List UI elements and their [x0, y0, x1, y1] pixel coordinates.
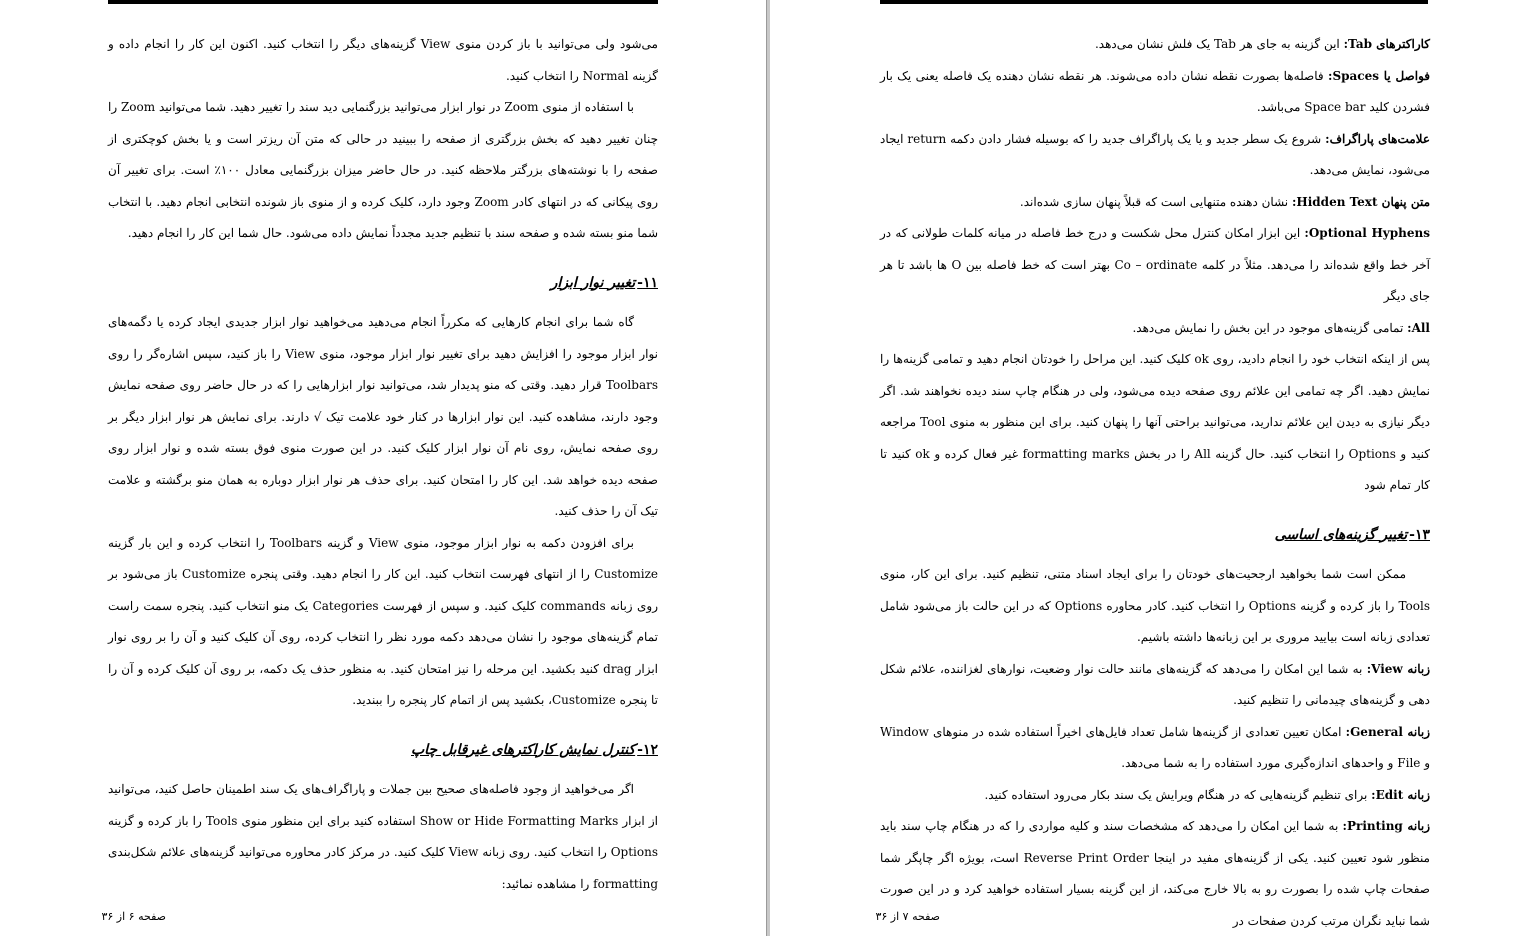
definition-item — [880, 717, 1430, 780]
page-number-footer: صفحه ۷ از ۳۶ — [875, 910, 940, 923]
paragraph: می‌شود ولی می‌توانید با باز کردن منوی View گزینه‌های دیگر را انتخاب کنید. اکنون این کار را انجام داده و گزینه Normal را انتخاب کنید. — [108, 37, 658, 83]
definition-item — [880, 654, 1430, 717]
definition-text: فاصله‌ها بصورت نقطه نشان داده می‌شوند. هر نقطه نشان دهنده یک فاصله یعنی یک بار فشردن کلید Space bar می‌باشد. — [880, 68, 1430, 114]
definition-text: امکان تعیین تعدادی از گزینه‌ها شامل تعداد فایل‌های اخیراً استفاده شده در منوهای Window و File و واحدهای اندازه‌گیری مورد استفاده را به شما می‌دهد. — [880, 724, 1430, 770]
definition-item — [880, 218, 1430, 313]
definition-item — [880, 124, 1430, 187]
paragraph: پس از اینکه انتخاب خود را انجام دادید، روی ok کلیک کنید. این مراحل را خودتان انجام دهید و تمامی گزینه‌ها را نمایش دهید. اگر چه تمامی این علائم روی صفحه دیده می‌شود، ولی در هنگام چاپ سند دیده نخواهند شد. اگر دیگر نیازی به دیدن این علائم ندارید، می‌توانید براحتی آنها را پنهان کنید. برای این منظور به منوی Tool مراجعه کنید و Options را انتخاب کنید. حال گزینه All را در بخش formatting marks غیر فعال کرده و ok کنید تا کار تمام شود — [880, 352, 1430, 492]
definition-label: کاراکترهای Tab: — [1343, 37, 1430, 51]
definition-item — [880, 187, 1430, 219]
paragraph: اگر می‌خواهید از وجود فاصله‌های صحیح بین جملات و پاراگراف‌های یک سند اطمینان حاصل کنید، می‌توانید از ابزار Show or Hide Formatting Marks استفاده کنید برای این منظور منوی Tools را باز کرده و گزینه Options را انتخاب کنید. روی زبانه View کلیک کنید. در مرکز کادر محاوره می‌توانید گزینه‌های علائم شکل‌بندی formatting را مشاهده نمائید: — [108, 782, 659, 891]
definition-label: زبانه General: — [1345, 724, 1430, 739]
paragraph: ممکن است شما بخواهید ارجحیت‌های خودتان را برای ایجاد اسناد متنی، تنظیم کنید. برای این کار، منوی Tools را باز کرده و گزینه Options را انتخاب کنید. کادر محاوره Options که در این حالت باز می‌شود شامل تعدادی زبانه است بیایید مروری بر این زبانه‌ها داشته باشیم. — [880, 567, 1430, 644]
definition-item — [880, 61, 1430, 124]
definition-label: علامت‌های پاراگراف: — [1325, 131, 1431, 146]
section-heading — [108, 735, 658, 767]
definition-label: زبانه Edit: — [1371, 787, 1430, 802]
section-number: ۱۱- — [637, 274, 658, 291]
definition-label: زبانه Printing: — [1342, 819, 1430, 833]
page-top-rule — [108, 0, 658, 4]
definition-item — [880, 29, 1430, 61]
paragraph: برای افزودن دکمه به نوار ابزار موجود، منوی View و گزینه Toolbars را انتخاب کرده و این بار گزینه Customize را از انتهای فهرست انتخاب کنید. این کار را انجام دهید. وقتی پنجره Customize باز می‌شود بر روی زبانه commands کلیک کنید. و سپس از فهرست Categories یک منو انتخاب کنید. پنجره سمت راست تمام گزینه‌های موجود را نشان می‌دهد دکمه مورد نظر را انتخاب کرده، روی آن کلیک کنید و آن را بر روی نوار ابزار drag کنید بکشید. این مرحله را نیز امتحان کنید. به منظور حذف یک دکمه، بر روی آن کلیک کرده و آن را تا پنجره Customize، بکشید پس از اتمام کار پنجره را ببندید. — [108, 535, 658, 707]
left-page — [0, 0, 766, 936]
definition-label: Optional Hyphens: — [1304, 226, 1430, 240]
page-top-rule — [880, 0, 1428, 4]
definition-text: برای تنظیم گزینه‌هایی که در هنگام ویرایش یک سند بکار می‌رود استفاده کنید. — [984, 787, 1372, 802]
definition-item — [880, 780, 1430, 812]
section-heading — [108, 268, 658, 300]
definition-text: به شما این امکان را می‌دهد که گزینه‌های مانند حالت نوار وضعیت، نوارهای لغزاننده، علائم شکل دهی و گزینه‌های چیدمانی را تنظیم کنید. — [880, 661, 1430, 707]
definition-item — [880, 811, 1430, 936]
section-title: کنترل نمایش کاراکترهای غیرقابل چاپ — [411, 741, 636, 758]
definition-text: نشان دهنده متنهایی است که قبلاً پنهان سازی شده‌اند. — [1019, 194, 1292, 209]
definition-label: فواصل یا Spaces: — [1328, 68, 1431, 83]
section-number: ۱۲- — [637, 741, 658, 758]
paragraph: با استفاده از منوی Zoom در نوار ابزار می‌توانید بزرگنمایی دید سند را تغییر دهید. شما می‌توانید Zoom را چنان تغییر دهید که بخش بزرگتری از صفحه را ببینید در حالی که متن آن ریزتر است و یا بخش کوچکتری از صفحه را با نوشته‌های بزرگتر ملاحظه کنید. در حال حاضر میزان بزرگنمایی معادل ۱۰۰٪ است. برای تغییر آن روی پیکانی که در انتهای کادر Zoom وجود دارد، کلیک کرده و از منوی باز شونده انتخابی انجام دهید. با انتخاب شما منو بسته شده و صفحه سند با تنظیم جدید مجدداً نمایش داده می‌شود. حال شما این کار را انجام دهید. — [108, 100, 659, 240]
right-page — [770, 0, 1536, 936]
section-number: ۱۳- — [1409, 526, 1430, 543]
section-title: تغییر نوار ابزار — [550, 274, 636, 291]
right-page-content — [880, 29, 1430, 936]
section-heading — [880, 520, 1430, 552]
page-number-footer: صفحه ۶ از ۳۶ — [101, 910, 166, 923]
definition-text: تمامی گزینه‌های موجود در این بخش را نمایش می‌دهد. — [1132, 320, 1408, 335]
definition-label: زبانه View: — [1366, 661, 1430, 676]
definition-text: به شما این امکان را می‌دهد که مشخصات سند و کلیه مواردی را که در هنگام چاپ سند باید منظور شود تعیین کنید. یکی از گزینه‌های مفید در اینجا Reverse Print Order است، بویژه اگر چاپگر شما صفحات چاپ شده را بصورت رو به بالا خارج می‌کند، از این گزینه بسیار استفاده خواهید کرد و در این صورت شما نباید نگران مرتب کردن صفحات در — [880, 819, 1430, 928]
paragraph: گاه شما برای انجام کارهایی که مکرراً انجام می‌دهید می‌خواهید نوار ابزار جدیدی ایجاد کرده یا دگمه‌های نوار ابزار موجود را افزایش دهید برای تغییر نوار ابزار موجود، منوی View را باز کنید، سپس اشاره‌گر را روی Toolbars قرار دهید. وقتی که منو پدیدار شد، می‌توانید نوار ابزارهایی را که در حال حاضر روی صفحه نمایش وجود دارند، مشاهده کنید. این نوار ابزارها در کنار خود علامت تیک √ دارند. برای نمایش هر نوار ابزار دیگر بر روی صفحه نمایش، روی نام آن نوار ابزار کلیک کنید. در این صورت منوی فوق بسته شده و نوار ابزار روی صفحه دیده خواهد شد. این کار را امتحان کنید. برای حذف هر نوار ابزار دوباره به همان منو برگشته و علامت تیک آن را حذف کنید. — [108, 315, 658, 518]
definition-item — [880, 313, 1430, 345]
definition-label: متن پنهان Hidden Text: — [1291, 194, 1430, 209]
definition-text: این گزینه به جای هر Tab یک فلش نشان می‌دهد. — [1094, 37, 1344, 51]
definition-label: All: — [1407, 320, 1430, 335]
section-title: تغییر گزینه‌های اساسی — [1274, 526, 1408, 543]
definition-text: این ابزار امکان کنترل محل شکست و درج خط فاصله در میانه کلمات طولانی که در آخر خط واقع شده‌اند را می‌دهد. مثلاً در کلمه Co – ordinate بهتر است که خط فاصله بین O ها باشد تا هر جای دیگر — [880, 226, 1431, 303]
definition-text: شروع یک سطر جدید و یا یک پاراگراف جدید را که بوسیله فشار دادن دکمه return ایجاد می‌شود، نمایش می‌دهد. — [880, 131, 1430, 177]
left-page-content — [108, 29, 658, 900]
